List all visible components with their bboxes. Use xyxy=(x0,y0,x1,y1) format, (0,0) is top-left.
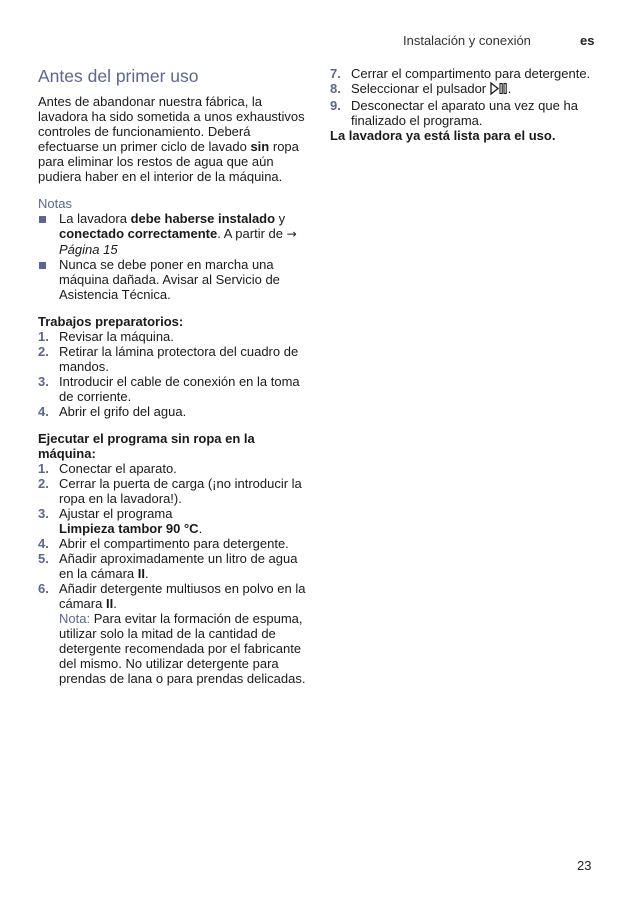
run-steps-list xyxy=(38,461,308,686)
list-item: 1. Revisar la máquina. xyxy=(38,329,174,344)
notes-heading: Notas xyxy=(38,196,72,211)
list-item: 6. Añadir detergente multiusos en polvo en la cámara II. Nota: Para evitar la formación de espuma, utilizar solo la mitad de la cantidad de detergente recomendada por el fabricante del mismo. No utilizar detergente para prendas de lana o para prendas delicadas. xyxy=(38,581,306,686)
start-pause-icon xyxy=(490,82,508,98)
prep-heading: Trabajos preparatorios: xyxy=(38,314,184,329)
bullet-square-icon xyxy=(39,262,46,269)
right-column xyxy=(330,66,600,143)
list-item: 5. Añadir aproximadamente un litro de agua en la cámara II. xyxy=(38,551,298,581)
page-reference-link[interactable]: Página 15 xyxy=(59,242,118,257)
intro-text-2: ropa para eliminar los restos de agua que aún pudiera haber en el interior de la máquina. xyxy=(38,139,299,184)
list-item: 4. Abrir el compartimento para detergente. xyxy=(38,536,289,551)
list-item: 7. Cerrar el compartimento para detergente. xyxy=(330,66,591,81)
result-statement: La lavadora ya está lista para el uso. xyxy=(330,128,556,143)
notes-list xyxy=(38,211,308,302)
page-number: 23 xyxy=(577,858,592,873)
intro-paragraph xyxy=(38,94,308,184)
list-item: 3. Ajustar el programa Limpieza tambor 90 °C. xyxy=(38,506,203,536)
list-item: 2. Cerrar la puerta de carga (¡no introducir la ropa en la lavadora!). xyxy=(38,476,302,506)
header-section-title: Instalación y conexión xyxy=(403,33,531,48)
run-heading: Ejecutar el programa sin ropa en la máquina: xyxy=(38,431,255,461)
list-item: 1. Conectar el aparato. xyxy=(38,461,177,476)
list-item: 2. Retirar la lámina protectora del cuadro de mandos. xyxy=(38,344,299,374)
note-item: Nunca se debe poner en marcha una máquina dañada. Avisar al Servicio de Asistencia Técnica. xyxy=(38,257,308,302)
list-item: 3. Introducir el cable de conexión en la toma de corriente. xyxy=(38,374,300,404)
left-column xyxy=(38,66,308,698)
note-label: Nota: xyxy=(59,611,91,626)
intro-bold: sin xyxy=(250,139,270,154)
run-steps-list-cont xyxy=(330,66,600,128)
section-title: Antes del primer uso xyxy=(38,66,199,86)
program-name: Limpieza tambor 90 °C xyxy=(59,521,199,536)
list-item: 4. Abrir el grifo del agua. xyxy=(38,404,187,419)
note-item: La lavadora debe haberse instalado y conectado correctamente. A partir de → Página 15 xyxy=(38,211,308,257)
list-item: 9. Desconectar el aparato una vez que ha finalizado el programa. xyxy=(330,98,578,128)
prep-steps-list xyxy=(38,329,308,419)
header-language: es xyxy=(580,33,595,48)
intro-text-1: Antes de abandonar nuestra fábrica, la lavadora ha sido sometida a unos exhaustivos controles de funcionamiento. Deberá efectuarse un primer ciclo de lavado xyxy=(38,94,305,154)
bullet-square-icon xyxy=(39,216,46,223)
arrow-right-icon: → xyxy=(286,227,297,241)
list-item: 8. Seleccionar el pulsador . xyxy=(330,81,512,96)
